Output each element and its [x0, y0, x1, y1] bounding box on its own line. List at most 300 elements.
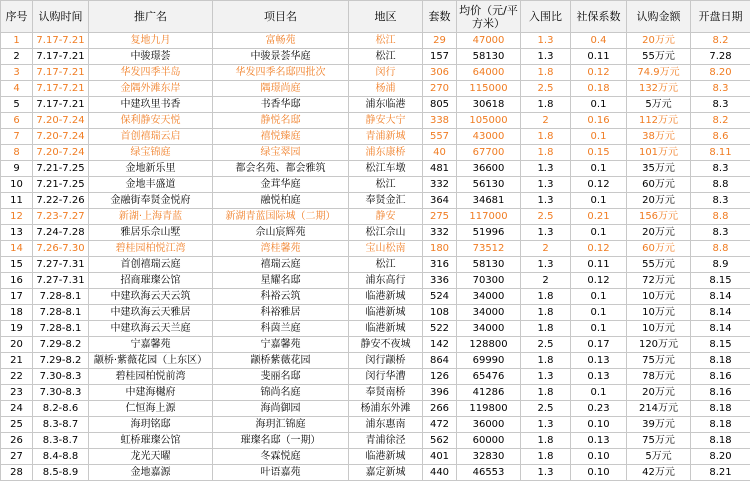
cell-project: 融悦柏庭 — [213, 193, 349, 209]
cell-ratio: 1.8 — [521, 385, 571, 401]
cell-time: 8.5-8.9 — [33, 465, 89, 481]
cell-time: 7.17-7.21 — [33, 97, 89, 113]
cell-amount: 10万元 — [627, 321, 691, 337]
cell-no: 6 — [1, 113, 33, 129]
cell-units: 180 — [423, 241, 457, 257]
cell-ratio: 1.3 — [521, 33, 571, 49]
cell-no: 11 — [1, 193, 33, 209]
cell-ratio: 1.8 — [521, 449, 571, 465]
cell-promo: 金地嘉源 — [89, 465, 213, 481]
cell-no: 8 — [1, 145, 33, 161]
cell-area: 闵行 — [349, 65, 423, 81]
cell-time: 7.29-8.2 — [33, 337, 89, 353]
cell-amount: 5万元 — [627, 97, 691, 113]
cell-price: 128800 — [457, 337, 521, 353]
cell-time: 7.28-8.1 — [33, 289, 89, 305]
cell-social: 0.13 — [571, 433, 627, 449]
cell-open: 8.18 — [691, 353, 750, 369]
cell-promo: 雅居乐佘山墅 — [89, 225, 213, 241]
cell-time: 7.17-7.21 — [33, 65, 89, 81]
cell-project: 禧瑞云庭 — [213, 257, 349, 273]
cell-price: 65476 — [457, 369, 521, 385]
cell-units: 316 — [423, 257, 457, 273]
table-row — [1, 465, 750, 481]
cell-open: 8.3 — [691, 97, 750, 113]
cell-area: 临港新城 — [349, 449, 423, 465]
cell-price: 36600 — [457, 161, 521, 177]
cell-project: 静悦名邸 — [213, 113, 349, 129]
cell-price: 67700 — [457, 145, 521, 161]
cell-project: 璀璨名邸（一期） — [213, 433, 349, 449]
cell-no: 19 — [1, 321, 33, 337]
cell-amount: 55万元 — [627, 257, 691, 273]
cell-no: 13 — [1, 225, 33, 241]
table-row — [1, 113, 750, 129]
cell-ratio: 1.8 — [521, 65, 571, 81]
cell-social: 0.16 — [571, 113, 627, 129]
header-social: 社保系数 — [571, 1, 627, 33]
cell-area: 松江 — [349, 49, 423, 65]
cell-time: 7.23-7.27 — [33, 209, 89, 225]
cell-time: 7.21-7.25 — [33, 161, 89, 177]
cell-ratio: 1.8 — [521, 321, 571, 337]
cell-price: 73512 — [457, 241, 521, 257]
cell-amount: 120万元 — [627, 337, 691, 353]
cell-area: 松江 — [349, 33, 423, 49]
cell-amount: 20万元 — [627, 225, 691, 241]
cell-price: 46553 — [457, 465, 521, 481]
cell-units: 396 — [423, 385, 457, 401]
cell-ratio: 2 — [521, 273, 571, 289]
cell-open: 8.20 — [691, 449, 750, 465]
cell-area: 静安不夜城 — [349, 337, 423, 353]
cell-area: 浦东惠南 — [349, 417, 423, 433]
table-row — [1, 225, 750, 241]
cell-open: 8.3 — [691, 225, 750, 241]
cell-no: 3 — [1, 65, 33, 81]
cell-price: 105000 — [457, 113, 521, 129]
cell-social: 0.13 — [571, 353, 627, 369]
cell-open: 8.14 — [691, 321, 750, 337]
cell-open: 8.18 — [691, 433, 750, 449]
cell-time: 7.24-7.28 — [33, 225, 89, 241]
cell-ratio: 1.3 — [521, 257, 571, 273]
cell-social: 0.1 — [571, 225, 627, 241]
cell-promo: 中建玖里书香 — [89, 97, 213, 113]
cell-amount: 20万元 — [627, 385, 691, 401]
header-time: 认购时间 — [33, 1, 89, 33]
cell-price: 60000 — [457, 433, 521, 449]
cell-ratio: 2.5 — [521, 401, 571, 417]
cell-ratio: 1.8 — [521, 353, 571, 369]
cell-social: 0.12 — [571, 177, 627, 193]
cell-amount: 75万元 — [627, 433, 691, 449]
cell-ratio: 1.8 — [521, 305, 571, 321]
cell-no: 18 — [1, 305, 33, 321]
table-row — [1, 305, 750, 321]
table-row — [1, 433, 750, 449]
cell-time: 8.4-8.8 — [33, 449, 89, 465]
cell-ratio: 1.3 — [521, 369, 571, 385]
cell-price: 115000 — [457, 81, 521, 97]
cell-price: 47000 — [457, 33, 521, 49]
cell-area: 嘉定新城 — [349, 465, 423, 481]
header-ratio: 入围比 — [521, 1, 571, 33]
cell-social: 0.1 — [571, 305, 627, 321]
cell-open: 8.14 — [691, 289, 750, 305]
cell-social: 0.1 — [571, 161, 627, 177]
cell-project: 书香华邸 — [213, 97, 349, 113]
cell-amount: 75万元 — [627, 353, 691, 369]
cell-price: 36000 — [457, 417, 521, 433]
cell-ratio: 2.5 — [521, 209, 571, 225]
cell-amount: 74.9万元 — [627, 65, 691, 81]
cell-social: 0.11 — [571, 49, 627, 65]
cell-social: 0.12 — [571, 273, 627, 289]
cell-project: 富畅苑 — [213, 33, 349, 49]
cell-social: 0.13 — [571, 369, 627, 385]
cell-amount: 39万元 — [627, 417, 691, 433]
cell-units: 306 — [423, 65, 457, 81]
cell-amount: 132万元 — [627, 81, 691, 97]
cell-area: 临港新城 — [349, 289, 423, 305]
cell-project: 新湖青蓝国际城（二期） — [213, 209, 349, 225]
cell-area: 静安 — [349, 209, 423, 225]
cell-project: 叶语嘉苑 — [213, 465, 349, 481]
cell-social: 0.23 — [571, 401, 627, 417]
cell-project: 中骏景荟华庭 — [213, 49, 349, 65]
cell-no: 20 — [1, 337, 33, 353]
cell-social: 0.10 — [571, 449, 627, 465]
cell-area: 临港新城 — [349, 305, 423, 321]
cell-project: 科茵兰庭 — [213, 321, 349, 337]
cell-units: 332 — [423, 177, 457, 193]
table-row — [1, 257, 750, 273]
cell-amount: 10万元 — [627, 289, 691, 305]
cell-project: 都会名苑、都会雅筑 — [213, 161, 349, 177]
cell-no: 26 — [1, 433, 33, 449]
cell-units: 266 — [423, 401, 457, 417]
cell-no: 21 — [1, 353, 33, 369]
cell-project: 科裕云筑 — [213, 289, 349, 305]
cell-social: 0.10 — [571, 417, 627, 433]
cell-no: 23 — [1, 385, 33, 401]
cell-amount: 10万元 — [627, 305, 691, 321]
cell-units: 562 — [423, 433, 457, 449]
cell-units: 275 — [423, 209, 457, 225]
cell-open: 8.15 — [691, 273, 750, 289]
cell-open: 8.18 — [691, 401, 750, 417]
cell-open: 7.28 — [691, 49, 750, 65]
cell-units: 126 — [423, 369, 457, 385]
cell-price: 58130 — [457, 49, 521, 65]
cell-project: 斐丽名邸 — [213, 369, 349, 385]
table-row — [1, 97, 750, 113]
cell-promo: 金地新乐里 — [89, 161, 213, 177]
cell-no: 9 — [1, 161, 33, 177]
cell-ratio: 2.5 — [521, 81, 571, 97]
cell-no: 14 — [1, 241, 33, 257]
cell-area: 松江 — [349, 177, 423, 193]
cell-project: 海尚御园 — [213, 401, 349, 417]
cell-ratio: 1.3 — [521, 225, 571, 241]
cell-time: 7.22-7.26 — [33, 193, 89, 209]
cell-project: 颛桥紫薇花园 — [213, 353, 349, 369]
header-amount: 认购金额 — [627, 1, 691, 33]
cell-open: 8.9 — [691, 257, 750, 273]
cell-social: 0.1 — [571, 129, 627, 145]
cell-area: 奉贤金汇 — [349, 193, 423, 209]
cell-project: 金茸华庭 — [213, 177, 349, 193]
cell-units: 364 — [423, 193, 457, 209]
cell-time: 7.26-7.30 — [33, 241, 89, 257]
table-row — [1, 369, 750, 385]
cell-area: 浦东高行 — [349, 273, 423, 289]
cell-time: 7.27-7.31 — [33, 273, 89, 289]
cell-open: 8.21 — [691, 465, 750, 481]
cell-amount: 42万元 — [627, 465, 691, 481]
cell-time: 7.30-8.3 — [33, 385, 89, 401]
cell-price: 32830 — [457, 449, 521, 465]
table-row — [1, 321, 750, 337]
cell-social: 0.1 — [571, 289, 627, 305]
cell-price: 34681 — [457, 193, 521, 209]
cell-project: 绿宝翠园 — [213, 145, 349, 161]
table-row — [1, 49, 750, 65]
cell-units: 481 — [423, 161, 457, 177]
cell-price: 34000 — [457, 289, 521, 305]
cell-price: 58130 — [457, 257, 521, 273]
table-row — [1, 193, 750, 209]
cell-promo: 中建海樾府 — [89, 385, 213, 401]
cell-time: 7.20-7.24 — [33, 129, 89, 145]
cell-open: 8.2 — [691, 33, 750, 49]
cell-area: 浦东临港 — [349, 97, 423, 113]
table-row — [1, 449, 750, 465]
cell-time: 8.3-8.7 — [33, 417, 89, 433]
cell-open: 8.8 — [691, 177, 750, 193]
cell-amount: 60万元 — [627, 177, 691, 193]
table-row — [1, 177, 750, 193]
cell-project: 海玥汇锦庭 — [213, 417, 349, 433]
cell-open: 8.11 — [691, 145, 750, 161]
cell-ratio: 1.8 — [521, 289, 571, 305]
cell-project: 禧悦臻庭 — [213, 129, 349, 145]
cell-time: 7.28-8.1 — [33, 321, 89, 337]
cell-time: 7.28-8.1 — [33, 305, 89, 321]
cell-ratio: 1.3 — [521, 193, 571, 209]
table-row — [1, 337, 750, 353]
cell-social: 0.1 — [571, 385, 627, 401]
cell-promo: 碧桂园柏悦前湾 — [89, 369, 213, 385]
cell-promo: 中建玖海云天兰庭 — [89, 321, 213, 337]
cell-amount: 78万元 — [627, 369, 691, 385]
cell-ratio: 1.8 — [521, 97, 571, 113]
cell-project: 华发四季名邸四批次 — [213, 65, 349, 81]
table-row — [1, 33, 750, 49]
cell-promo: 宁嘉馨苑 — [89, 337, 213, 353]
cell-units: 805 — [423, 97, 457, 113]
cell-area: 杨浦 — [349, 81, 423, 97]
cell-units: 522 — [423, 321, 457, 337]
cell-price: 34000 — [457, 321, 521, 337]
cell-no: 17 — [1, 289, 33, 305]
cell-area: 松江佘山 — [349, 225, 423, 241]
cell-time: 8.3-8.7 — [33, 433, 89, 449]
cell-open: 8.15 — [691, 337, 750, 353]
cell-open: 8.2 — [691, 113, 750, 129]
cell-ratio: 2 — [521, 113, 571, 129]
header-no: 序号 — [1, 1, 33, 33]
cell-social: 0.15 — [571, 145, 627, 161]
header-area: 地区 — [349, 1, 423, 33]
table-row — [1, 65, 750, 81]
header-units: 套数 — [423, 1, 457, 33]
cell-price: 69990 — [457, 353, 521, 369]
cell-social: 0.11 — [571, 257, 627, 273]
cell-open: 8.18 — [691, 417, 750, 433]
cell-ratio: 1.3 — [521, 417, 571, 433]
table-body — [1, 33, 750, 481]
cell-no: 1 — [1, 33, 33, 49]
cell-amount: 35万元 — [627, 161, 691, 177]
cell-amount: 112万元 — [627, 113, 691, 129]
cell-price: 119800 — [457, 401, 521, 417]
cell-promo: 中建玖海云天雅居 — [89, 305, 213, 321]
cell-ratio: 1.8 — [521, 433, 571, 449]
cell-no: 24 — [1, 401, 33, 417]
cell-promo: 招商璀璨公馆 — [89, 273, 213, 289]
cell-promo: 仁恒海上源 — [89, 401, 213, 417]
cell-units: 332 — [423, 225, 457, 241]
cell-open: 8.3 — [691, 81, 750, 97]
cell-area: 闵行华漕 — [349, 369, 423, 385]
table-row — [1, 289, 750, 305]
table-row — [1, 129, 750, 145]
cell-time: 7.21-7.25 — [33, 177, 89, 193]
cell-time: 7.20-7.24 — [33, 145, 89, 161]
cell-open: 8.8 — [691, 241, 750, 257]
cell-time: 7.29-8.2 — [33, 353, 89, 369]
cell-price: 43000 — [457, 129, 521, 145]
cell-promo: 中建玖海云天云筑 — [89, 289, 213, 305]
cell-ratio: 1.8 — [521, 129, 571, 145]
cell-promo: 金隅外滩东岸 — [89, 81, 213, 97]
cell-promo: 龙光天曜 — [89, 449, 213, 465]
cell-amount: 101万元 — [627, 145, 691, 161]
cell-price: 70300 — [457, 273, 521, 289]
header-project: 项目名 — [213, 1, 349, 33]
cell-open: 8.8 — [691, 209, 750, 225]
cell-units: 440 — [423, 465, 457, 481]
cell-social: 0.18 — [571, 81, 627, 97]
cell-project: 星耀名邸 — [213, 273, 349, 289]
cell-social: 0.21 — [571, 209, 627, 225]
cell-area: 宝山松南 — [349, 241, 423, 257]
cell-area: 临港新城 — [349, 321, 423, 337]
cell-no: 25 — [1, 417, 33, 433]
cell-amount: 156万元 — [627, 209, 691, 225]
cell-promo: 复地九月 — [89, 33, 213, 49]
cell-amount: 55万元 — [627, 49, 691, 65]
cell-promo: 保利静安天悦 — [89, 113, 213, 129]
cell-units: 864 — [423, 353, 457, 369]
cell-project: 湾桂馨苑 — [213, 241, 349, 257]
cell-open: 8.16 — [691, 385, 750, 401]
cell-units: 401 — [423, 449, 457, 465]
cell-time: 7.27-7.31 — [33, 257, 89, 273]
header-promo: 推广名 — [89, 1, 213, 33]
cell-amount: 214万元 — [627, 401, 691, 417]
cell-promo: 中骏璟荟 — [89, 49, 213, 65]
cell-no: 12 — [1, 209, 33, 225]
cell-open: 8.3 — [691, 193, 750, 209]
cell-amount: 20万元 — [627, 193, 691, 209]
cell-units: 557 — [423, 129, 457, 145]
cell-units: 338 — [423, 113, 457, 129]
cell-time: 7.20-7.24 — [33, 113, 89, 129]
cell-area: 杨浦东外滩 — [349, 401, 423, 417]
cell-promo: 首创禧瑞云启 — [89, 129, 213, 145]
cell-ratio: 2 — [521, 241, 571, 257]
cell-time: 7.17-7.21 — [33, 81, 89, 97]
header-row — [1, 1, 750, 33]
cell-social: 0.4 — [571, 33, 627, 49]
table-row — [1, 353, 750, 369]
cell-price: 56130 — [457, 177, 521, 193]
cell-project: 佘山宸辉苑 — [213, 225, 349, 241]
table-row — [1, 401, 750, 417]
cell-area: 浦东康桥 — [349, 145, 423, 161]
table-row — [1, 161, 750, 177]
table-row — [1, 81, 750, 97]
cell-price: 30618 — [457, 97, 521, 113]
cell-social: 0.1 — [571, 321, 627, 337]
cell-units: 142 — [423, 337, 457, 353]
cell-promo: 金融街奉贤金悦府 — [89, 193, 213, 209]
cell-project: 隅璟尚庭 — [213, 81, 349, 97]
cell-no: 15 — [1, 257, 33, 273]
table-row — [1, 241, 750, 257]
table-row — [1, 385, 750, 401]
cell-open: 8.3 — [691, 161, 750, 177]
cell-amount: 60万元 — [627, 241, 691, 257]
header-open: 开盘日期 — [691, 1, 750, 33]
cell-units: 270 — [423, 81, 457, 97]
cell-promo: 海玥铭邸 — [89, 417, 213, 433]
cell-units: 472 — [423, 417, 457, 433]
cell-units: 108 — [423, 305, 457, 321]
cell-no: 4 — [1, 81, 33, 97]
cell-social: 0.12 — [571, 65, 627, 81]
cell-amount: 5万元 — [627, 449, 691, 465]
cell-area: 闵行颛桥 — [349, 353, 423, 369]
cell-ratio: 1.8 — [521, 145, 571, 161]
cell-ratio: 1.3 — [521, 161, 571, 177]
cell-project: 宁嘉馨苑 — [213, 337, 349, 353]
cell-units: 524 — [423, 289, 457, 305]
cell-price: 34000 — [457, 305, 521, 321]
cell-area: 静安大宁 — [349, 113, 423, 129]
cell-price: 64000 — [457, 65, 521, 81]
cell-time: 8.2-8.6 — [33, 401, 89, 417]
cell-price: 41286 — [457, 385, 521, 401]
cell-social: 0.10 — [571, 465, 627, 481]
table-row — [1, 209, 750, 225]
cell-promo: 虹桥璀璨公馆 — [89, 433, 213, 449]
cell-amount: 20万元 — [627, 33, 691, 49]
cell-promo: 绿宝锦庭 — [89, 145, 213, 161]
